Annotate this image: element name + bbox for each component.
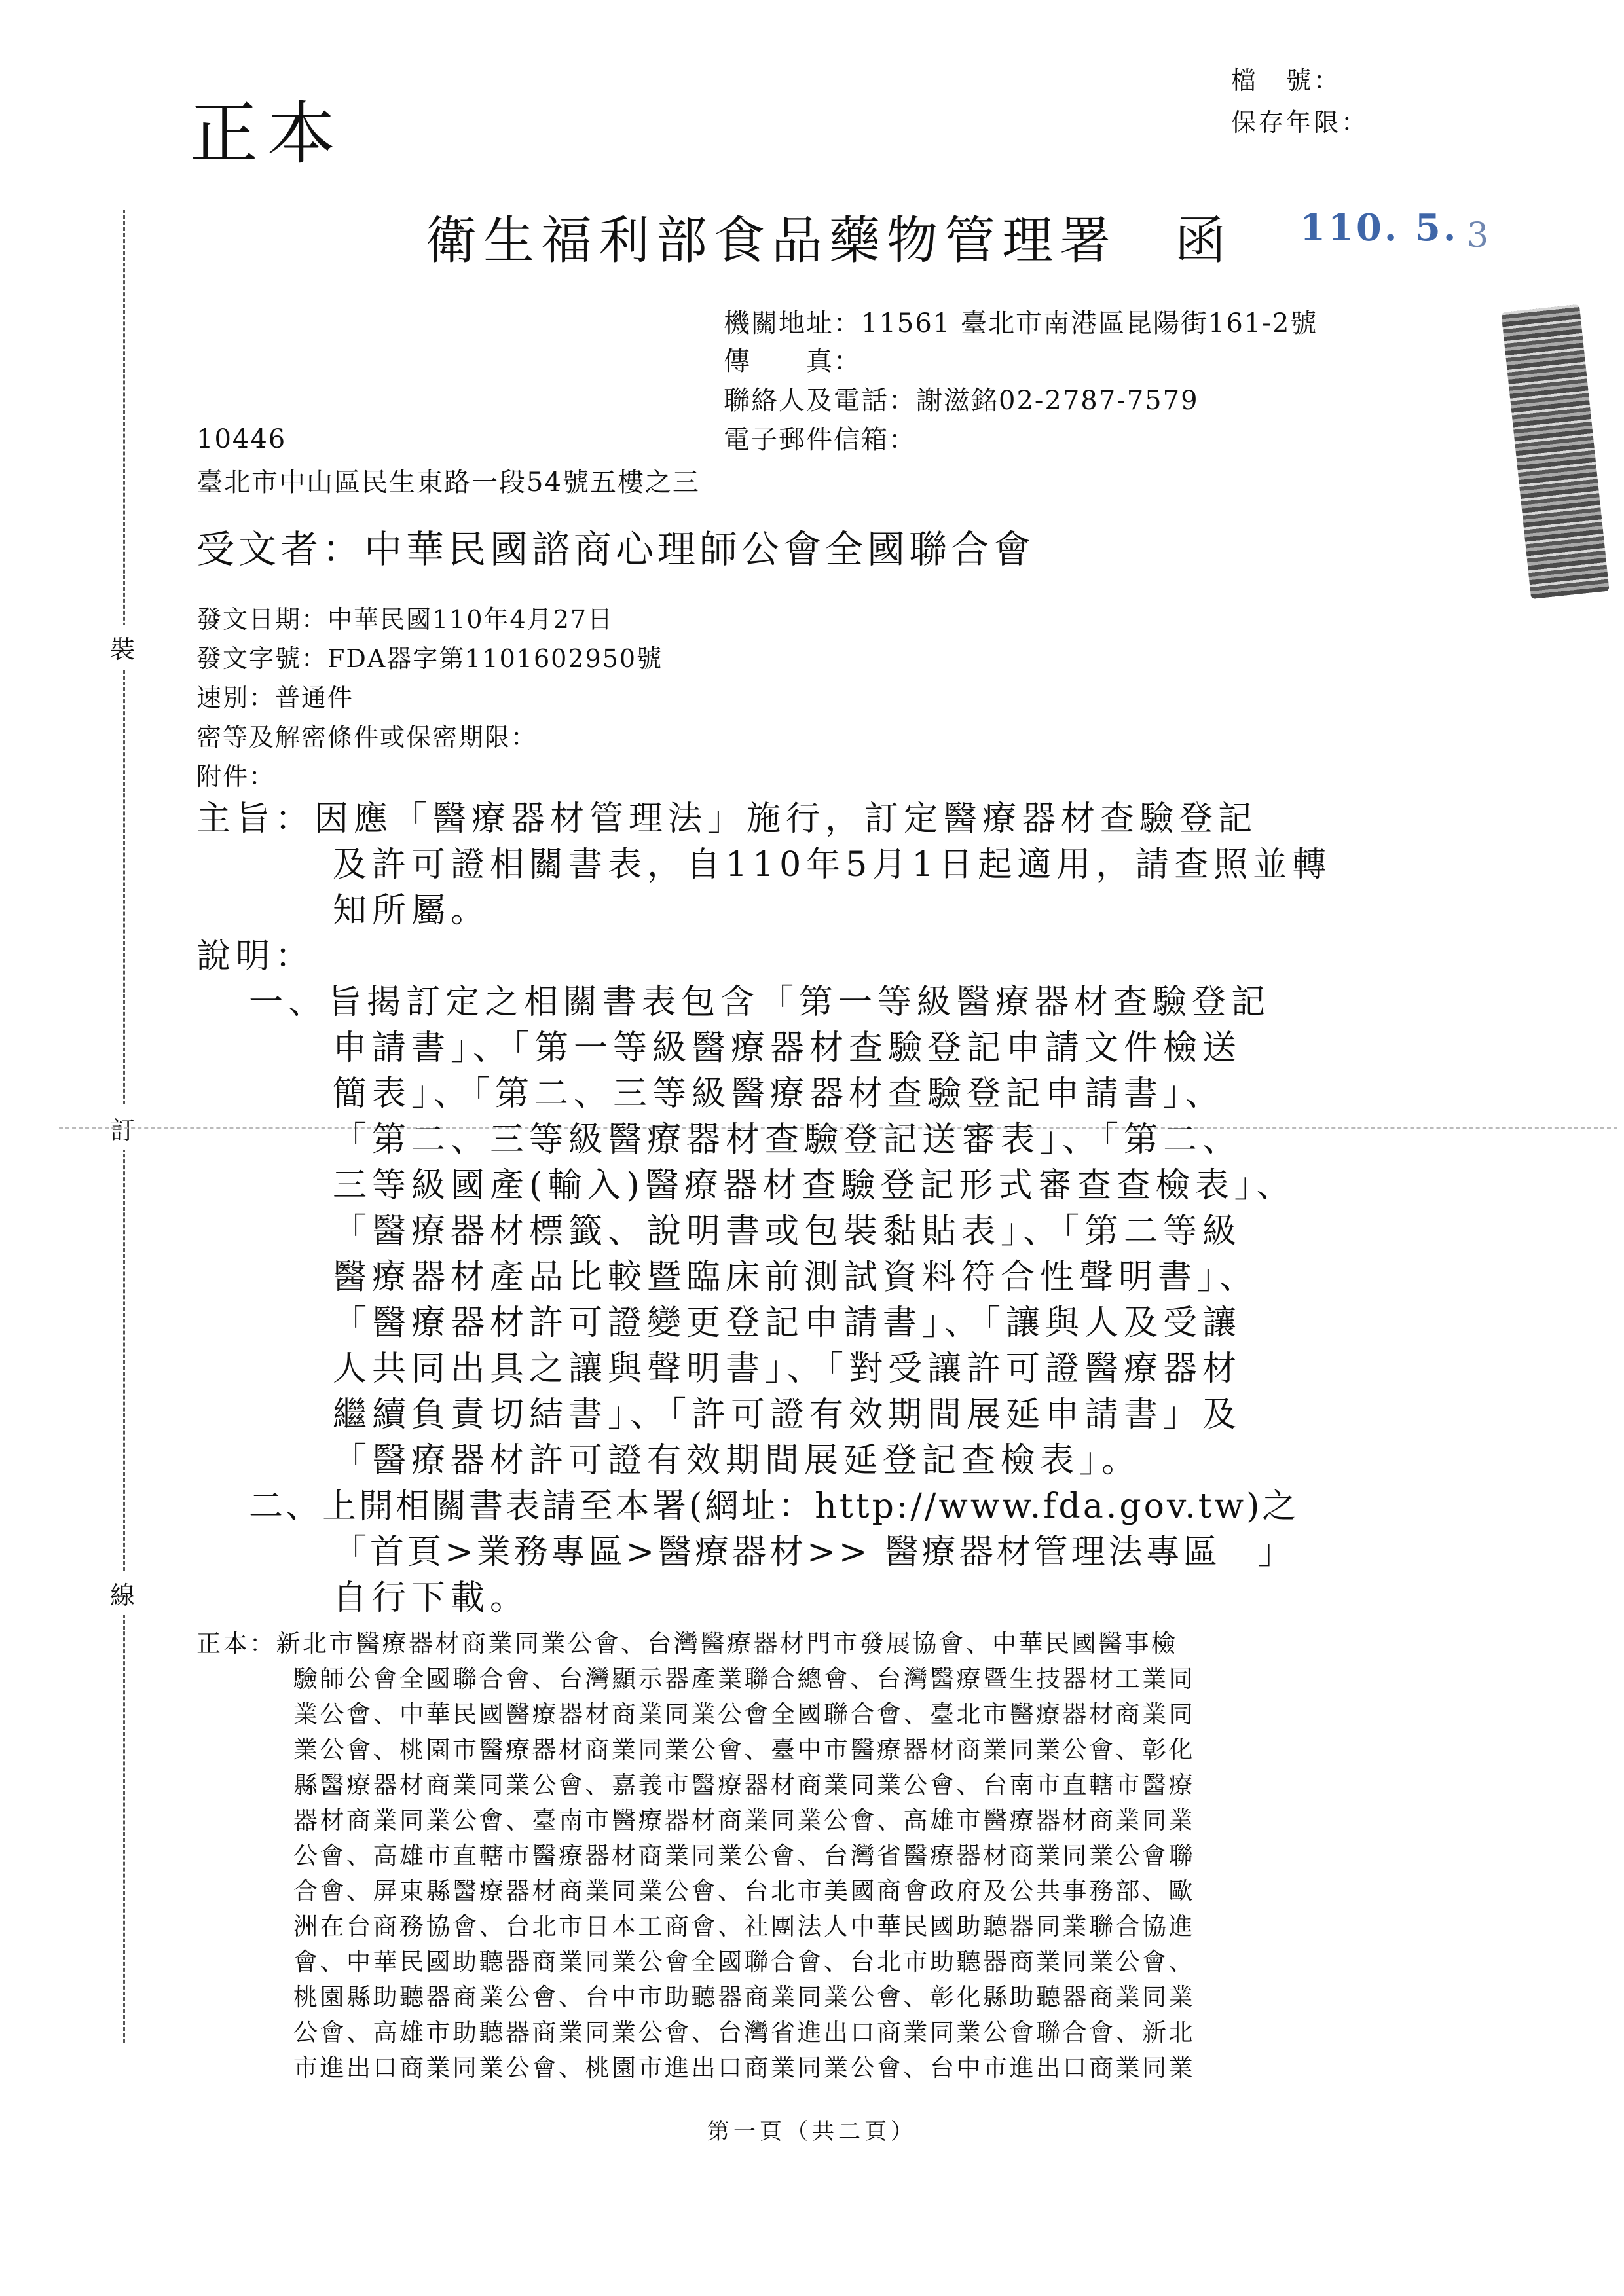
recipient-line: 受文者：中華民國諮商心理師公會全國聯合會 — [196, 527, 1035, 572]
attachments: 附件： — [196, 762, 276, 791]
received-date-stamp: 110. 5. — [1300, 206, 1459, 249]
explanation-item-1-line: 「醫療器材許可證變更登記申請書」、「讓與人及受讓 — [333, 1303, 1242, 1343]
classification: 密等及解密條件或保密期限： — [196, 723, 538, 752]
distribution-line: 正本：新北市醫療器材商業同業公會、台灣醫療器材門市發展協會、中華民國醫事檢 — [196, 1630, 1178, 1658]
distribution-line: 業公會、桃園市醫療器材商業同業公會、臺中市醫療器材商業同業公會、彰化 — [293, 1736, 1195, 1764]
distribution-line: 公會、高雄市直轄市醫療器材商業同業公會、台灣省醫療器材商業同業公會聯 — [293, 1842, 1195, 1870]
explanation-item-1-line: 人共同出具之讓與聲明書」、「對受讓許可證醫療器材 — [333, 1349, 1242, 1389]
explanation-item-2-line: 「首頁>業務專區>醫療器材>> 醫療器材管理法專區 」 — [333, 1533, 1295, 1572]
distribution-line: 縣醫療器材商業同業公會、嘉義市醫療器材商業同業公會、台南市直轄市醫療 — [293, 1771, 1195, 1799]
urgency: 速別：普通件 — [196, 683, 354, 712]
explanation-item-1-line: 「醫療器材許可證有效期間展延登記查檢表」。 — [333, 1441, 1141, 1480]
explanation-item-2-line: 自行下載。 — [333, 1578, 530, 1618]
binding-mark-xian: 線 — [110, 1571, 135, 1615]
explanation-item-1-line: 「第二、三等級醫療器材查驗登記送審表」、「第二、 — [333, 1120, 1242, 1159]
file-number-label: 檔 號： — [1231, 66, 1342, 95]
subject-line: 主旨：因應「醫療器材管理法」施行，訂定醫療器材查驗登記 — [196, 799, 1258, 839]
sender-fax: 傳 真： — [724, 346, 861, 376]
receipt-stamp-image — [1501, 304, 1609, 599]
explanation-item-1-line: 三等級國產(輸入)醫療器材查驗登記形式審查查檢表」、 — [333, 1166, 1296, 1205]
distribution-line: 器材商業同業公會、臺南市醫療器材商業同業公會、高雄市醫療器材商業同業 — [293, 1806, 1195, 1834]
page-number: 第一頁（共二頁） — [707, 2119, 917, 2145]
explanation-item-2-line: 二、上開相關書表請至本署(網址：http://www.fda.gov.tw)之 — [249, 1487, 1299, 1526]
distribution-line: 公會、高雄市助聽器商業同業公會、台灣省進出口商業同業公會聯合會、新北 — [293, 2018, 1195, 2047]
explanation-item-1-line: 醫療器材產品比較暨臨床前測試資料符合性聲明書」、 — [333, 1258, 1259, 1297]
distribution-line: 桃園縣助聽器商業公會、台中市助聽器商業同業公會、彰化縣助聽器商業同業 — [293, 1983, 1195, 2011]
subject-line: 知所屬。 — [333, 891, 490, 930]
distribution-line: 業公會、中華民國醫療器材商業同業公會全國聯合會、臺北市醫療器材商業同 — [293, 1700, 1195, 1728]
explanation-item-1-line: 簡表」、「第二、三等級醫療器材查驗登記申請書」、 — [333, 1074, 1225, 1114]
distribution-line: 市進出口商業同業公會、桃園市進出口商業同業公會、台中市進出口商業同業 — [293, 2054, 1195, 2082]
explanation-item-1-line: 「醫療器材標籤、說明書或包裝黏貼表」、「第二等級 — [333, 1212, 1242, 1251]
explanation-item-1-line: 一、旨揭訂定之相關書表包含「第一等級醫療器材查驗登記 — [249, 983, 1271, 1022]
agency-title: 衛生福利部食品藥物管理署 函 — [426, 211, 1233, 270]
distribution-line: 驗師公會全國聯合會、台灣顯示器產業聯合總會、台灣醫療暨生技器材工業同 — [293, 1665, 1195, 1693]
sender-email: 電子郵件信箱： — [724, 425, 916, 455]
original-copy-mark: 正本 — [190, 94, 345, 173]
binding-mark-ding: 訂 — [110, 1106, 135, 1150]
received-date-stamp-day: 3 — [1467, 216, 1489, 255]
distribution-line: 會、中華民國助聽器商業同業公會全國聯合會、台北市助聽器商業同業公會、 — [293, 1948, 1195, 1976]
explanation-label: 說明： — [196, 937, 315, 976]
binding-mark-zhuang: 裝 — [110, 625, 135, 669]
recipient-postal-code: 10446 — [196, 424, 287, 454]
subject-line: 及許可證相關書表，自110年5月1日起適用，請查照並轉 — [333, 845, 1332, 884]
retention-period-label: 保存年限： — [1231, 108, 1369, 137]
issue-date: 發文日期：中華民國110年4月27日 — [196, 605, 614, 634]
distribution-line: 合會、屏東縣醫療器材商業同業公會、台北市美國商會政府及公共事務部、歐 — [293, 1877, 1195, 1905]
sender-address: 機關地址：11561 臺北市南港區昆陽街161-2號 — [724, 308, 1318, 338]
explanation-item-1-line: 申請書」、「第一等級醫療器材查驗登記申請文件檢送 — [333, 1029, 1242, 1068]
distribution-line: 洲在台商務協會、台北市日本工商會、社團法人中華民國助聽器同業聯合協進 — [293, 1912, 1195, 1941]
sender-contact: 聯絡人及電話：謝滋銘02-2787-7579 — [724, 386, 1199, 416]
recipient-street-address: 臺北市中山區民生東路一段54號五樓之三 — [196, 467, 700, 498]
explanation-item-1-line: 繼續負責切結書」、「許可證有效期間展延申請書」及 — [333, 1395, 1242, 1434]
document-number: 發文字號：FDA器字第1101602950號 — [196, 644, 663, 673]
